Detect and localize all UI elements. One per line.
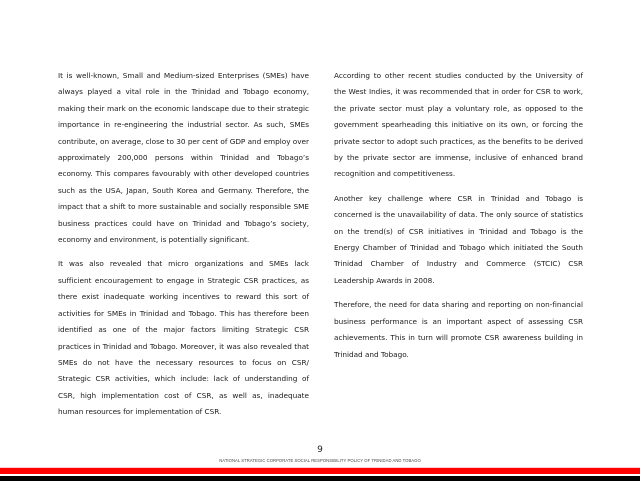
footer-document-title: NATIONAL STRATEGIC CORPORATE SOCIAL RESPONSIBILITY POLICY OF TRINIDAD AND TOBAGO bbox=[219, 458, 421, 463]
left-text-column bbox=[58, 68, 309, 429]
paragraph-uwi-studies: According to other recent studies conducted by the University of the West Indies, it was recommended that in order for CSR to work, the private sector must play a voluntary role, as opposed to the government spearheading this initiative on its own, or forcing the private sector to adopt such practices, as the benefits to be derived by the private sector are immense, inclusive of enhanced brand recognition and competitiveness. bbox=[334, 71, 583, 179]
footer-stripe-black bbox=[0, 476, 640, 481]
paragraph-data-sharing: Therefore, the need for data sharing and reporting on non-financial business performance is an important aspect of assessing CSR achievements. This in turn will promote CSR awareness building in Trinidad and Tobago. bbox=[334, 300, 583, 359]
right-text-column bbox=[334, 68, 583, 371]
paragraph-sme-incentives: It was also revealed that micro organizations and SMEs lack sufficient encouragement to engage in Strategic CSR practices, as there exist inadequate working incentives to reward this sort of activities for SMEs in Trinidad and Tobago. This has therefore been identified as one of the major factors limiting Strategic CSR practices in Trinidad and Tobago. Moreover, it was also revealed that SMEs do not have the necessary resources to focus on CSR/ Strategic CSR activities, which include: lack of understanding of CSR, high implementation cost of CSR, as well as, inadequate human resources for implementation of CSR. bbox=[58, 259, 309, 417]
paragraph-data-challenge: Another key challenge where CSR in Trinidad and Tobago is concerned is the unavailability of data. The only source of statistics on the trend(s) of CSR initiatives in Trinidad and Tobago is the Energy Chamber of Trinidad and Tobago which initiated the South Trinidad Chamber of Industry and Commerce (STCIC) CSR Leadership Awards in 2008. bbox=[334, 193, 583, 285]
paragraph-sme-role: It is well-known, Small and Medium-sized Enterprises (SMEs) have always played a vital role in the Trinidad and Tobago economy, making their mark on the economic landscape due to their strategic importance in re-engineering the industrial sector. As such, SMEs contribute, on average, close to 30 per cent of GDP and employ over approximately 200,000 persons within Trinidad and Tobago’s economy. This compares favourably with other developed countries such as the USA, Japan, South Korea and Germany. Therefore, the impact that a shift to more sustainable and socially responsible SME business practices could have on Trinidad and Tobago’s society, economy and environment, is potentially significant. bbox=[58, 71, 309, 245]
page-number: 9 bbox=[317, 445, 323, 455]
